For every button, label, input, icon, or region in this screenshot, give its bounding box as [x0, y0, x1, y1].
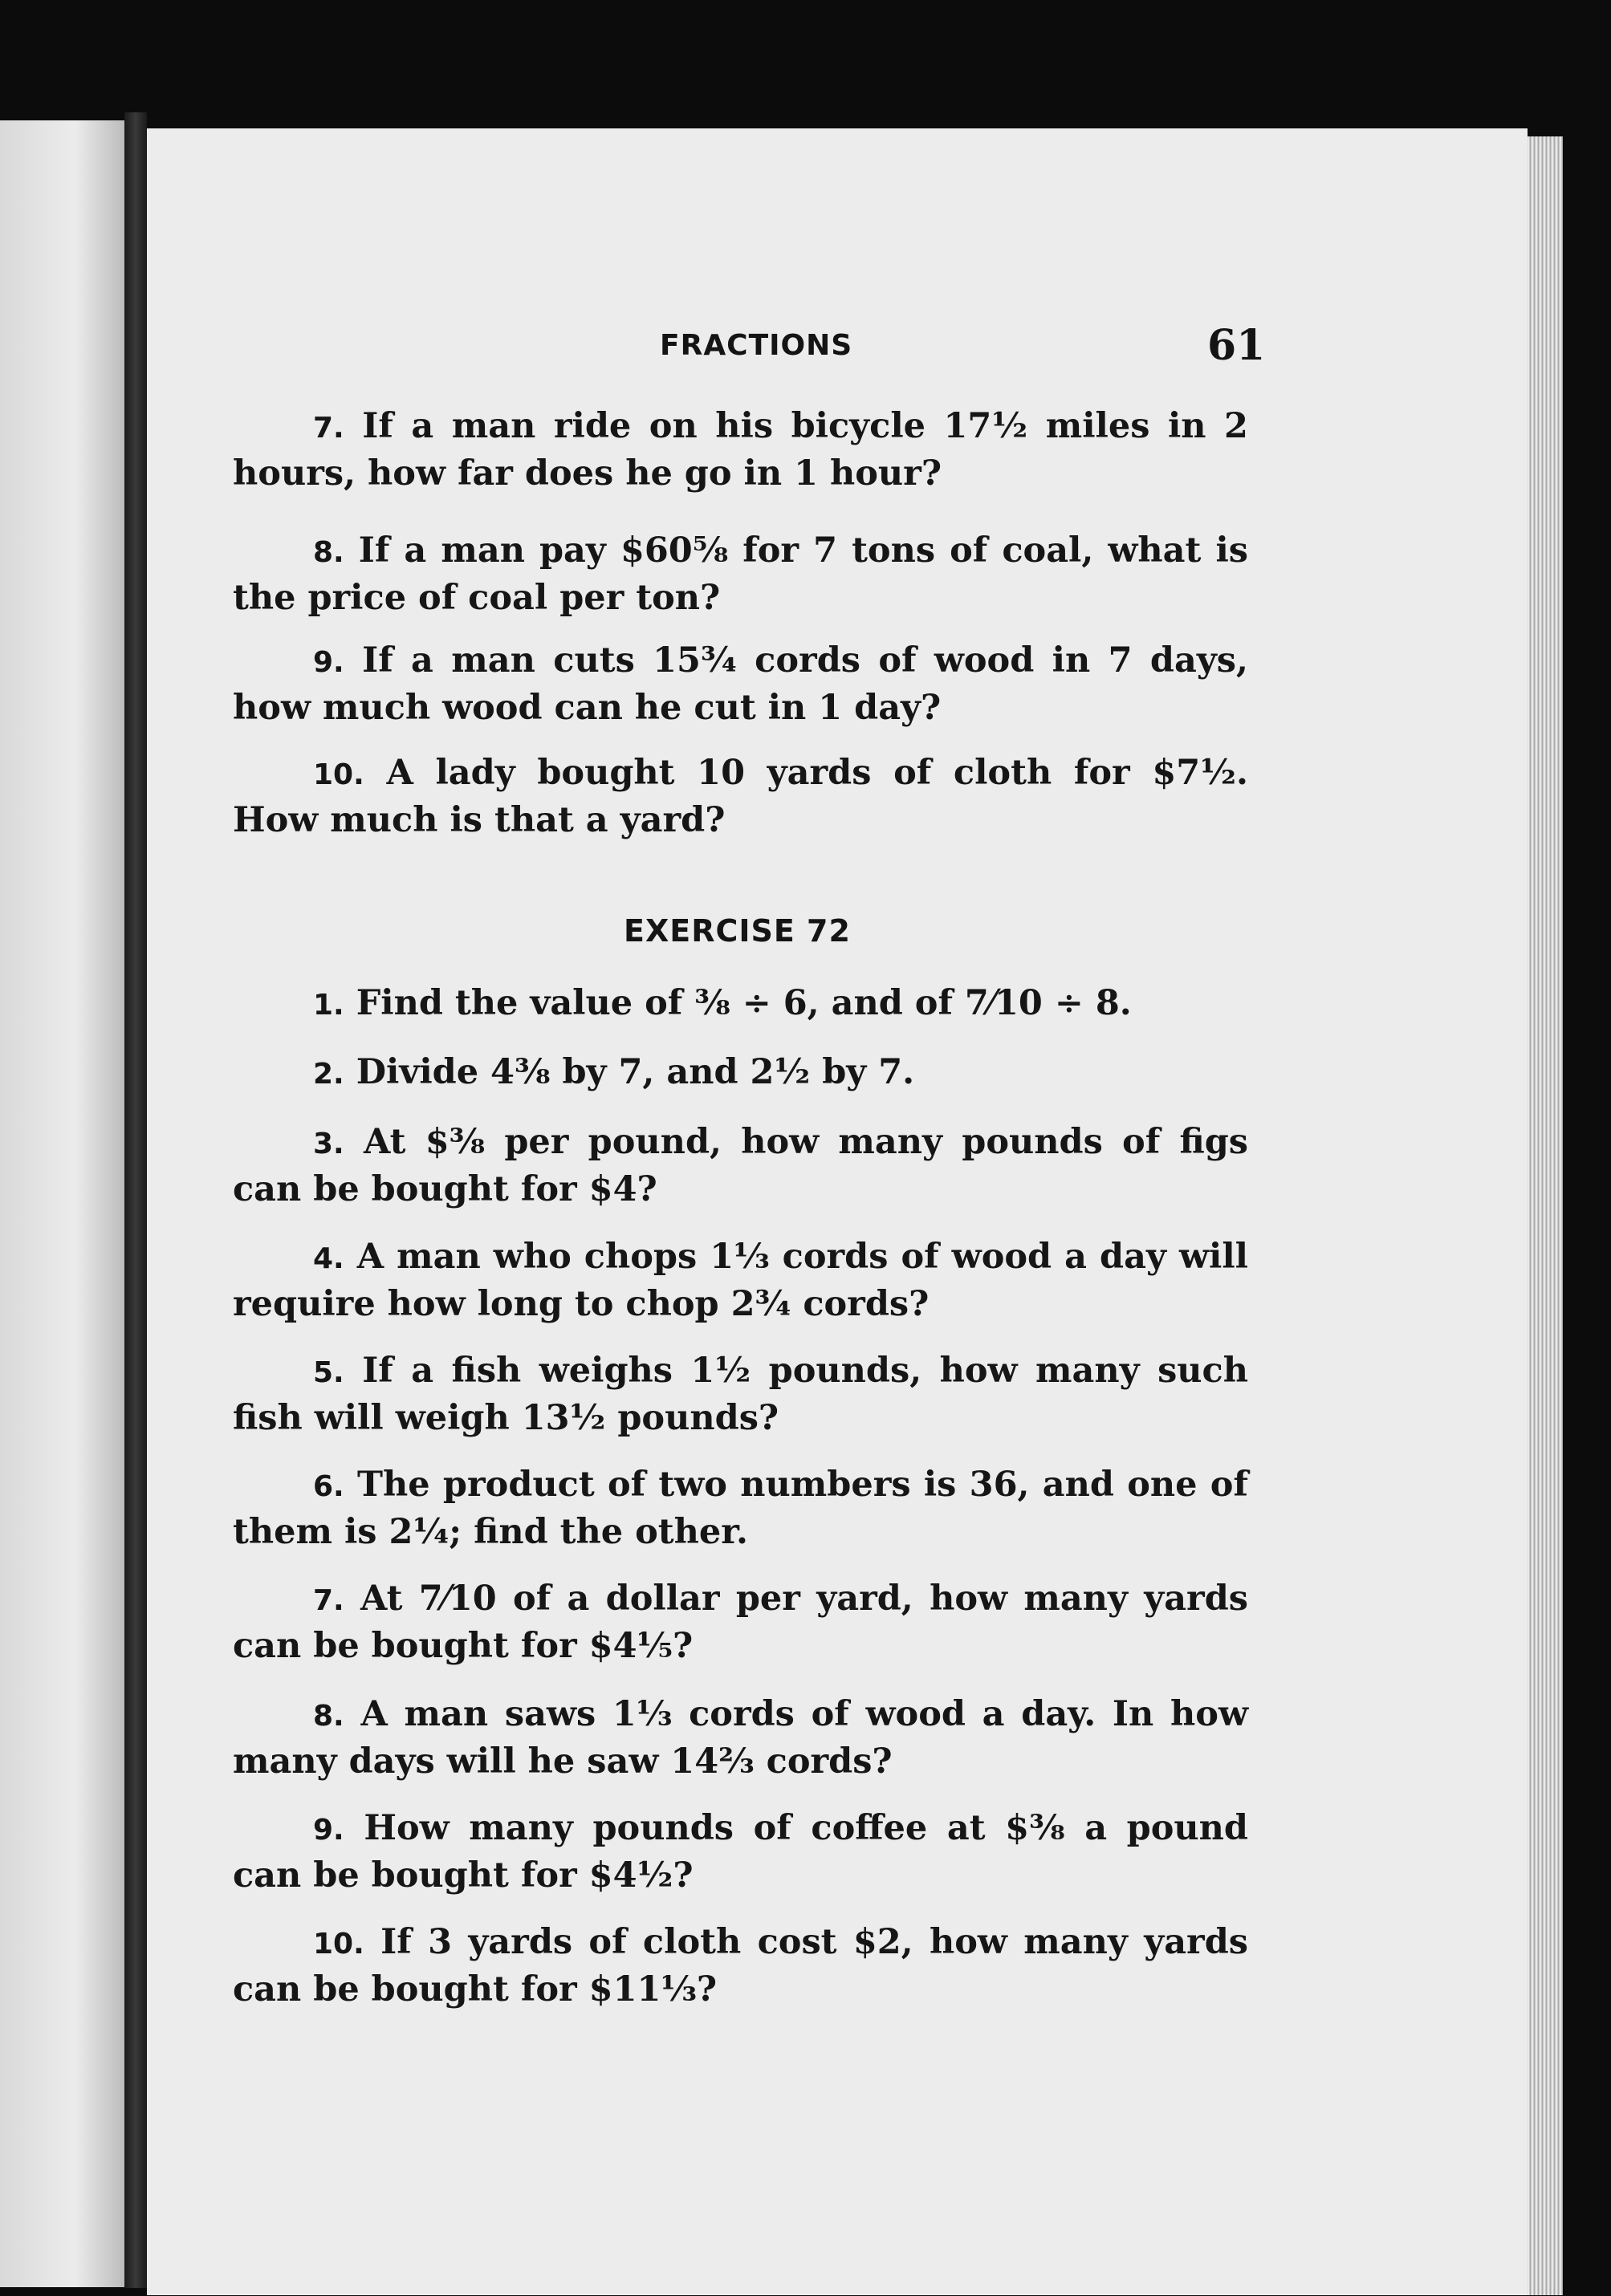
problem-8: [233, 528, 1248, 621]
problem-number: 8.: [313, 536, 344, 569]
exercise-problem-4: [233, 1234, 1248, 1327]
problem-text: A man saws 1⅓ cords of wood a day. In how many days will he saw 14⅔ cords?: [233, 1694, 1248, 1782]
exercise-problem-8: [233, 1692, 1248, 1785]
problem-text: If a man ride on his bicycle 17½ miles in 2 hours, how far does he go in 1 hour?: [233, 406, 1248, 494]
page-edges: [1528, 136, 1563, 2295]
problem-number: 7.: [313, 412, 344, 445]
problem-text: If 3 yards of cloth cost $2, how many yards can be bought for $11⅓?: [233, 1922, 1248, 2010]
running-title: FRACTIONS: [660, 329, 853, 362]
problem-7: [233, 404, 1248, 497]
exercise-problem-7: [233, 1576, 1248, 1669]
exercise-problem-3: [233, 1120, 1248, 1213]
problem-text: How many pounds of coffee at $⅜ a pound can be bought for $4½?: [233, 1808, 1248, 1896]
problem-text: Divide 4⅜ by 7, and 2½ by 7.: [356, 1052, 915, 1092]
problem-text: Find the value of ⅜ ÷ 6, and of 7⁄10 ÷ 8.: [356, 983, 1132, 1023]
problem-text: A lady bought 10 yards of cloth for $7½. How much is that a yard?: [233, 753, 1248, 840]
page-number: 61: [1207, 321, 1266, 370]
problem-number: 1.: [313, 989, 344, 1022]
problem-number: 5.: [313, 1356, 344, 1389]
problem-text: If a man pay $60⅝ for 7 tons of coal, what is the price of coal per ton?: [233, 530, 1248, 618]
problem-text: If a man cuts 15¾ cords of wood in 7 days, how much wood can he cut in 1 day?: [233, 640, 1248, 728]
problem-number: 2.: [313, 1058, 344, 1091]
problem-number: 6.: [313, 1470, 344, 1503]
problem-number: 3.: [313, 1128, 344, 1160]
problem-number: 9.: [313, 646, 344, 679]
problem-10: [233, 750, 1248, 843]
exercise-heading: EXERCISE 72: [624, 913, 851, 949]
exercise-problem-2: [233, 1050, 1248, 1097]
facing-page: [0, 120, 124, 2287]
problem-text: At $⅜ per pound, how many pounds of figs can be bought for $4?: [233, 1122, 1248, 1209]
exercise-problem-10: [233, 1920, 1248, 2013]
problem-number: 10.: [313, 1928, 364, 1961]
exercise-problem-6: [233, 1462, 1248, 1555]
problem-text: At 7⁄10 of a dollar per yard, how many yards can be bought for $4⅕?: [233, 1579, 1248, 1666]
exercise-problem-1: [233, 981, 1248, 1028]
problem-text: If a fish weighs 1½ pounds, how many such fish will weigh 13½ pounds?: [233, 1351, 1248, 1438]
exercise-problem-5: [233, 1348, 1248, 1441]
book-gutter: [124, 112, 147, 2288]
problem-text: A man who chops 1⅓ cords of wood a day will require how long to chop 2¾ cords?: [233, 1237, 1248, 1324]
problem-number: 9.: [313, 1814, 344, 1847]
problem-number: 7.: [313, 1584, 344, 1617]
problem-text: The product of two numbers is 36, and one of them is 2¼; find the other.: [233, 1465, 1248, 1552]
exercise-problem-9: [233, 1806, 1248, 1899]
problem-number: 10.: [313, 758, 364, 791]
problem-9: [233, 638, 1248, 731]
problem-number: 4.: [313, 1242, 344, 1275]
problem-number: 8.: [313, 1700, 344, 1733]
